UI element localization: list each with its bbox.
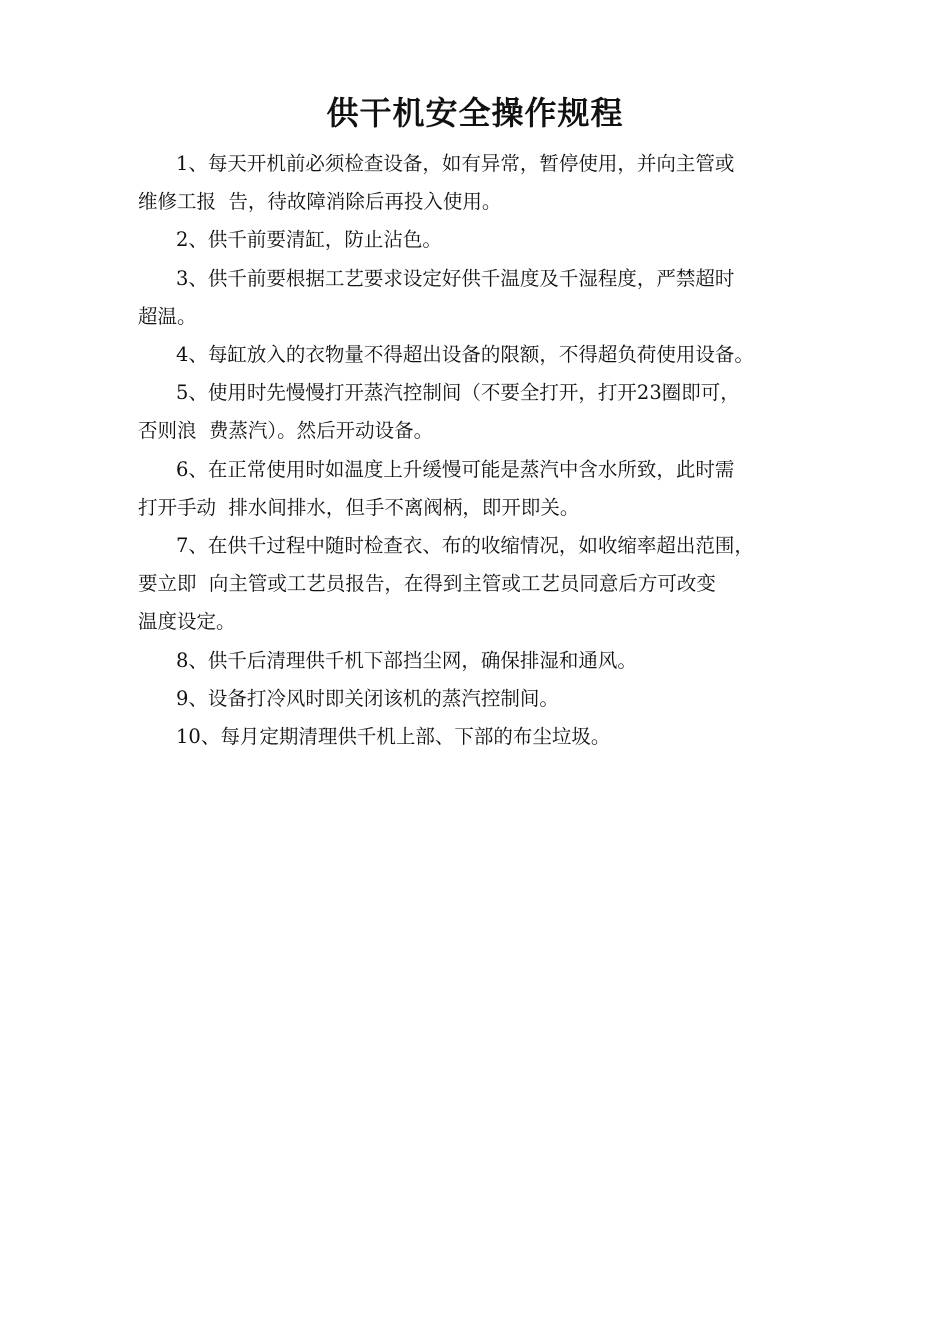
rule-paragraph-9 — [138, 680, 830, 718]
rule-1-line-2: 维修工报 告，待故障消除后再投入使用。 — [138, 190, 502, 214]
document-title: 供干机安全操作规程 — [326, 94, 624, 132]
rule-2-line-1: 2、供千前要清缸，防止沾色。 — [176, 228, 442, 252]
rule-paragraph-6 — [138, 451, 830, 527]
rule-paragraph-1 — [138, 145, 830, 221]
rule-6-line-1: 6、在正常使用时如温度上升缓慢可能是蒸汽中含水所致，此时需 — [176, 457, 735, 481]
rule-paragraph-7 — [138, 527, 830, 642]
rule-3-line-2: 超温。 — [138, 304, 197, 328]
document-body — [138, 145, 830, 756]
rule-7-line-3: 温度设定。 — [138, 610, 236, 634]
rule-7-line-1: 7、在供千过程中随时检查衣、布的收缩情况，如收缩率超出范围， — [176, 534, 754, 558]
rule-9-line-1: 9、设备打冷风时即关闭该机的蒸汽控制间。 — [176, 686, 559, 710]
rule-paragraph-10 — [138, 718, 830, 756]
rule-5-line-1: 5、使用时先慢慢打开蒸汽控制间（不要全打开，打开23圈即可， — [176, 381, 740, 405]
rule-paragraph-3 — [138, 260, 830, 336]
rule-1-line-1: 1、每天开机前必须检查设备，如有异常，暂停使用，并向主管或 — [176, 152, 735, 175]
rule-5-line-2: 否则浪 费蒸汽）。然后开动设备。 — [138, 419, 434, 443]
rule-6-line-2: 打开手动 排水间排水，但手不离阀柄，即开即关。 — [138, 495, 580, 519]
rule-paragraph-4 — [138, 336, 830, 374]
rule-8-line-1: 8、供千后清理供千机下部挡尘网，确保排湿和通风。 — [176, 648, 637, 672]
rule-10-line-1: 10、每月定期清理供千机上部、下部的布尘垃圾。 — [176, 725, 611, 749]
rule-3-line-1: 3、供千前要根据工艺要求设定好供千温度及千湿程度，严禁超时 — [176, 266, 735, 290]
rule-7-line-2: 要立即 向主管或工艺员报告，在得到主管或工艺员同意后方可改变 — [138, 572, 716, 596]
rule-paragraph-8 — [138, 642, 830, 680]
rule-paragraph-2 — [138, 221, 830, 259]
rule-4-line-1: 4、每缸放入的衣物量不得超出设备的限额，不得超负荷使用设备。 — [176, 343, 754, 367]
rule-paragraph-5 — [138, 374, 830, 450]
